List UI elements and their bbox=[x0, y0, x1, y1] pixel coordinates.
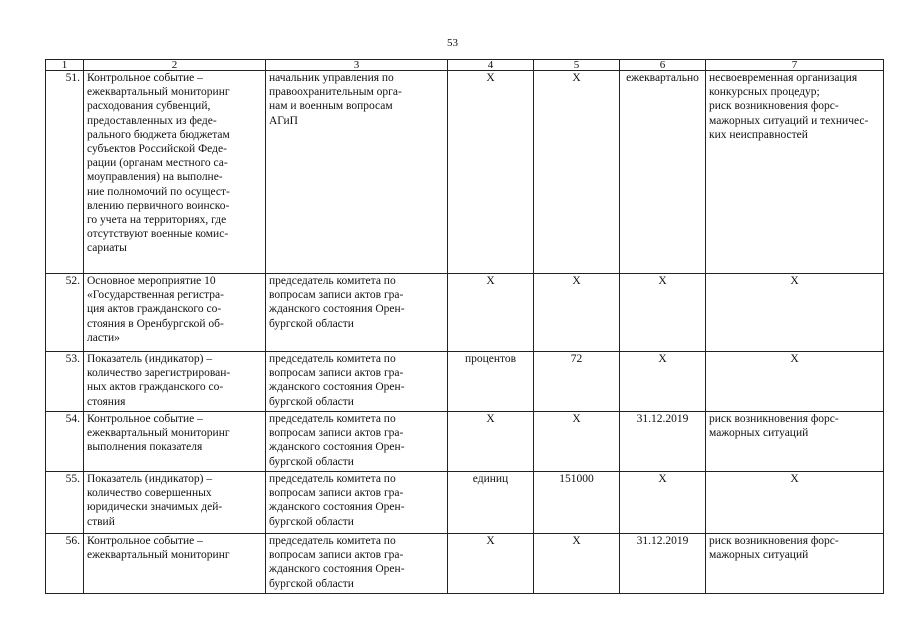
row-name-text: Контрольное событие – ежеквартальный мониторинг bbox=[87, 535, 230, 562]
row-number: 53. bbox=[46, 352, 84, 412]
table-row bbox=[46, 71, 884, 274]
row-number: 52. bbox=[46, 274, 84, 352]
page-number: 53 bbox=[447, 37, 458, 49]
column-number: 1 bbox=[46, 60, 84, 71]
row-risk bbox=[706, 534, 884, 594]
row-responsible-text: начальник управления по правоохранительным орга- нам и военным вопросам АГиП bbox=[269, 72, 402, 127]
row-responsible bbox=[266, 352, 448, 412]
row-risk-text: риск возникновения форс- мажорных ситуаций bbox=[709, 535, 839, 562]
row-risk bbox=[706, 472, 884, 534]
row-unit: Х bbox=[448, 412, 534, 472]
column-number: 7 bbox=[706, 60, 884, 71]
row-name bbox=[84, 472, 266, 534]
column-number: 4 bbox=[448, 60, 534, 71]
row-responsible bbox=[266, 274, 448, 352]
row-value: Х bbox=[534, 534, 620, 594]
row-responsible bbox=[266, 472, 448, 534]
row-number: 55. bbox=[46, 472, 84, 534]
row-number: 54. bbox=[46, 412, 84, 472]
row-risk bbox=[706, 352, 884, 412]
row-name bbox=[84, 274, 266, 352]
row-unit: процентов bbox=[448, 352, 534, 412]
row-term: Х bbox=[620, 352, 706, 412]
row-value: Х bbox=[534, 274, 620, 352]
row-unit: Х bbox=[448, 71, 534, 274]
row-name-text: Контрольное событие – ежеквартальный мониторинг расходования субвенций, предоставленных из феде- рального бюджета бюджетам субъектов Российской Феде- рации (органам местного са- моуправления) на выполне- ние полномочий по осущест- влению первичного воинско- го учета на территориях, где отсутствуют военные комис- сариаты bbox=[87, 72, 230, 255]
row-name-text: Показатель (индикатор) – количество зарегистрирован- ных актов гражданского со- стояния bbox=[87, 353, 231, 408]
row-unit: единиц bbox=[448, 472, 534, 534]
row-value: Х bbox=[534, 71, 620, 274]
row-unit: Х bbox=[448, 534, 534, 594]
row-responsible bbox=[266, 71, 448, 274]
row-term: Х bbox=[620, 472, 706, 534]
row-name-text: Показатель (индикатор) – количество совершенных юридически значимых дей- ствий bbox=[87, 473, 223, 528]
row-responsible-text: председатель комитета по вопросам записи актов гра- жданского состояния Орен- бургской области bbox=[269, 535, 405, 590]
row-term: ежеквартально bbox=[620, 71, 706, 274]
row-risk-text: Х bbox=[790, 473, 799, 485]
row-name-text: Основное мероприятие 10 «Государственная регистра- ция актов гражданского со- стояния в Оренбургской об- ласти» bbox=[87, 275, 224, 344]
row-responsible-text: председатель комитета по вопросам записи актов гра- жданского состояния Орен- бургской области bbox=[269, 413, 405, 468]
row-responsible-text: председатель комитета по вопросам записи актов гра- жданского состояния Орен- бургской области bbox=[269, 473, 405, 528]
row-responsible-text: председатель комитета по вопросам записи актов гра- жданского состояния Орен- бургской области bbox=[269, 275, 405, 330]
row-number: 51. bbox=[46, 71, 84, 274]
column-number: 5 bbox=[534, 60, 620, 71]
column-number: 2 bbox=[84, 60, 266, 71]
table-row bbox=[46, 534, 884, 594]
row-number: 56. bbox=[46, 534, 84, 594]
row-name-text: Контрольное событие – ежеквартальный мониторинг выполнения показателя bbox=[87, 413, 230, 454]
row-unit: Х bbox=[448, 274, 534, 352]
table-row bbox=[46, 472, 884, 534]
row-name bbox=[84, 71, 266, 274]
row-responsible-text: председатель комитета по вопросам записи актов гра- жданского состояния Орен- бургской области bbox=[269, 353, 405, 408]
row-risk bbox=[706, 412, 884, 472]
table-row bbox=[46, 412, 884, 472]
row-risk bbox=[706, 274, 884, 352]
row-term: 31.12.2019 bbox=[620, 412, 706, 472]
column-number: 3 bbox=[266, 60, 448, 71]
row-term: Х bbox=[620, 274, 706, 352]
row-responsible bbox=[266, 412, 448, 472]
row-name bbox=[84, 352, 266, 412]
row-responsible bbox=[266, 534, 448, 594]
row-term: 31.12.2019 bbox=[620, 534, 706, 594]
row-value: 72 bbox=[534, 352, 620, 412]
column-number: 6 bbox=[620, 60, 706, 71]
row-risk-text: Х bbox=[790, 353, 799, 365]
plan-table bbox=[45, 59, 884, 594]
table-row bbox=[46, 352, 884, 412]
row-risk-text: несвоевременная организация конкурсных процедур; риск возникновения форс- мажорных ситуаций и техничес- ких неисправностей bbox=[709, 72, 869, 141]
table-row bbox=[46, 274, 884, 352]
row-name bbox=[84, 534, 266, 594]
row-risk-text: риск возникновения форс- мажорных ситуаций bbox=[709, 413, 839, 440]
row-value: Х bbox=[534, 412, 620, 472]
row-value: 151000 bbox=[534, 472, 620, 534]
row-risk bbox=[706, 71, 884, 274]
row-risk-text: Х bbox=[790, 275, 799, 287]
column-number-row bbox=[46, 60, 884, 71]
row-name bbox=[84, 412, 266, 472]
